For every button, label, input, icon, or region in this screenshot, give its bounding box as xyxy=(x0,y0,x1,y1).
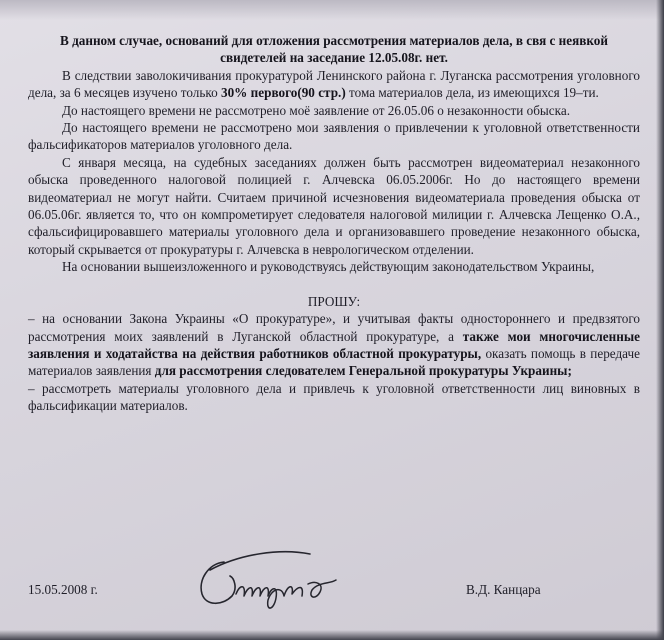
paragraph-5: На основании вышеизложенного и руководствуясь действующим законодательством Украины, xyxy=(62,259,595,275)
request-title: ПРОШУ: xyxy=(307,293,361,309)
paragraph-1 xyxy=(28,67,640,102)
paragraph-3: До настоящего времени не рассмотрено мои заявления о привлечении к уголовной ответственности фальсификаторов материалов уголовного дела. xyxy=(28,120,640,153)
paragraph-1-text-a: В следствии заволокичивания прокуратурой Ленинского района г. Луганска рассмотрения уголовного дела, за 6 месяцев изучено только xyxy=(28,67,640,101)
paragraph-1-text-b: тома материалов дела, из имеющихся 19–ти. xyxy=(345,85,599,101)
paragraph-4: С января месяца, на судебных заседаниях должен быть рассмотрен видеоматериал незаконного обыска проведенного налоговой полицией г. Алчевска 06.05.2006г. Но до настоящего времени видеоматериал не могут найти. Считаем причиной исчезновения видеоматериала проведения обыска от 06.05.06г. является то, что он компрометирует следователя налоговой милиции г. Алчевска Лещенко О.А., сфальсифицировавшего материалы уголовного дела и организовавшего проведение незаконного обыска, который скрывается от прокуратуры г. Алчевска в неврологическом отделении. xyxy=(28,154,640,257)
request-1-bold: также мои многочисленные заявления и ходатайства на действия работников областной прокуратуры, xyxy=(28,328,640,361)
document-body xyxy=(28,32,640,415)
request-item-1 xyxy=(28,310,640,380)
paragraph-2: До настоящего времени не рассмотрено моё заявление от 26.05.06 о незаконности обыска. xyxy=(62,102,570,118)
page-bottom-shadow xyxy=(0,630,664,640)
page-top-shadow xyxy=(0,0,664,20)
document-date: 15.05.2008 г. xyxy=(28,582,98,597)
request-1-bold-2: для рассмотрения следователем Генеральной прокуратуры Украины; xyxy=(154,363,572,379)
author-name: В.Д. Канцара xyxy=(466,582,541,597)
paragraph-1-bold: 30% первого(90 стр.) xyxy=(220,85,346,101)
page-right-shadow xyxy=(656,0,664,640)
request-1-text-b: оказать помощь в передаче материалов заявления xyxy=(28,345,640,379)
request-1-text-a: – на основании Закона Украины «О прокуратуре», и учитывая факты одностороннего и предвзятого рассмотрения моих заявлений в Луганской областной прокуратуре, а xyxy=(28,311,640,344)
request-item-2: – рассмотреть материалы уголовного дела и привлечь к уголовной ответственности лиц виновных в фальсификации материалов. xyxy=(28,380,640,414)
signature-row xyxy=(0,580,664,610)
heading-paragraph: В данном случае, оснований для отложения рассмотрения материалов дела, в свя с неявкой свидетелей на заседание 12.05.08г. нет. xyxy=(60,33,608,66)
